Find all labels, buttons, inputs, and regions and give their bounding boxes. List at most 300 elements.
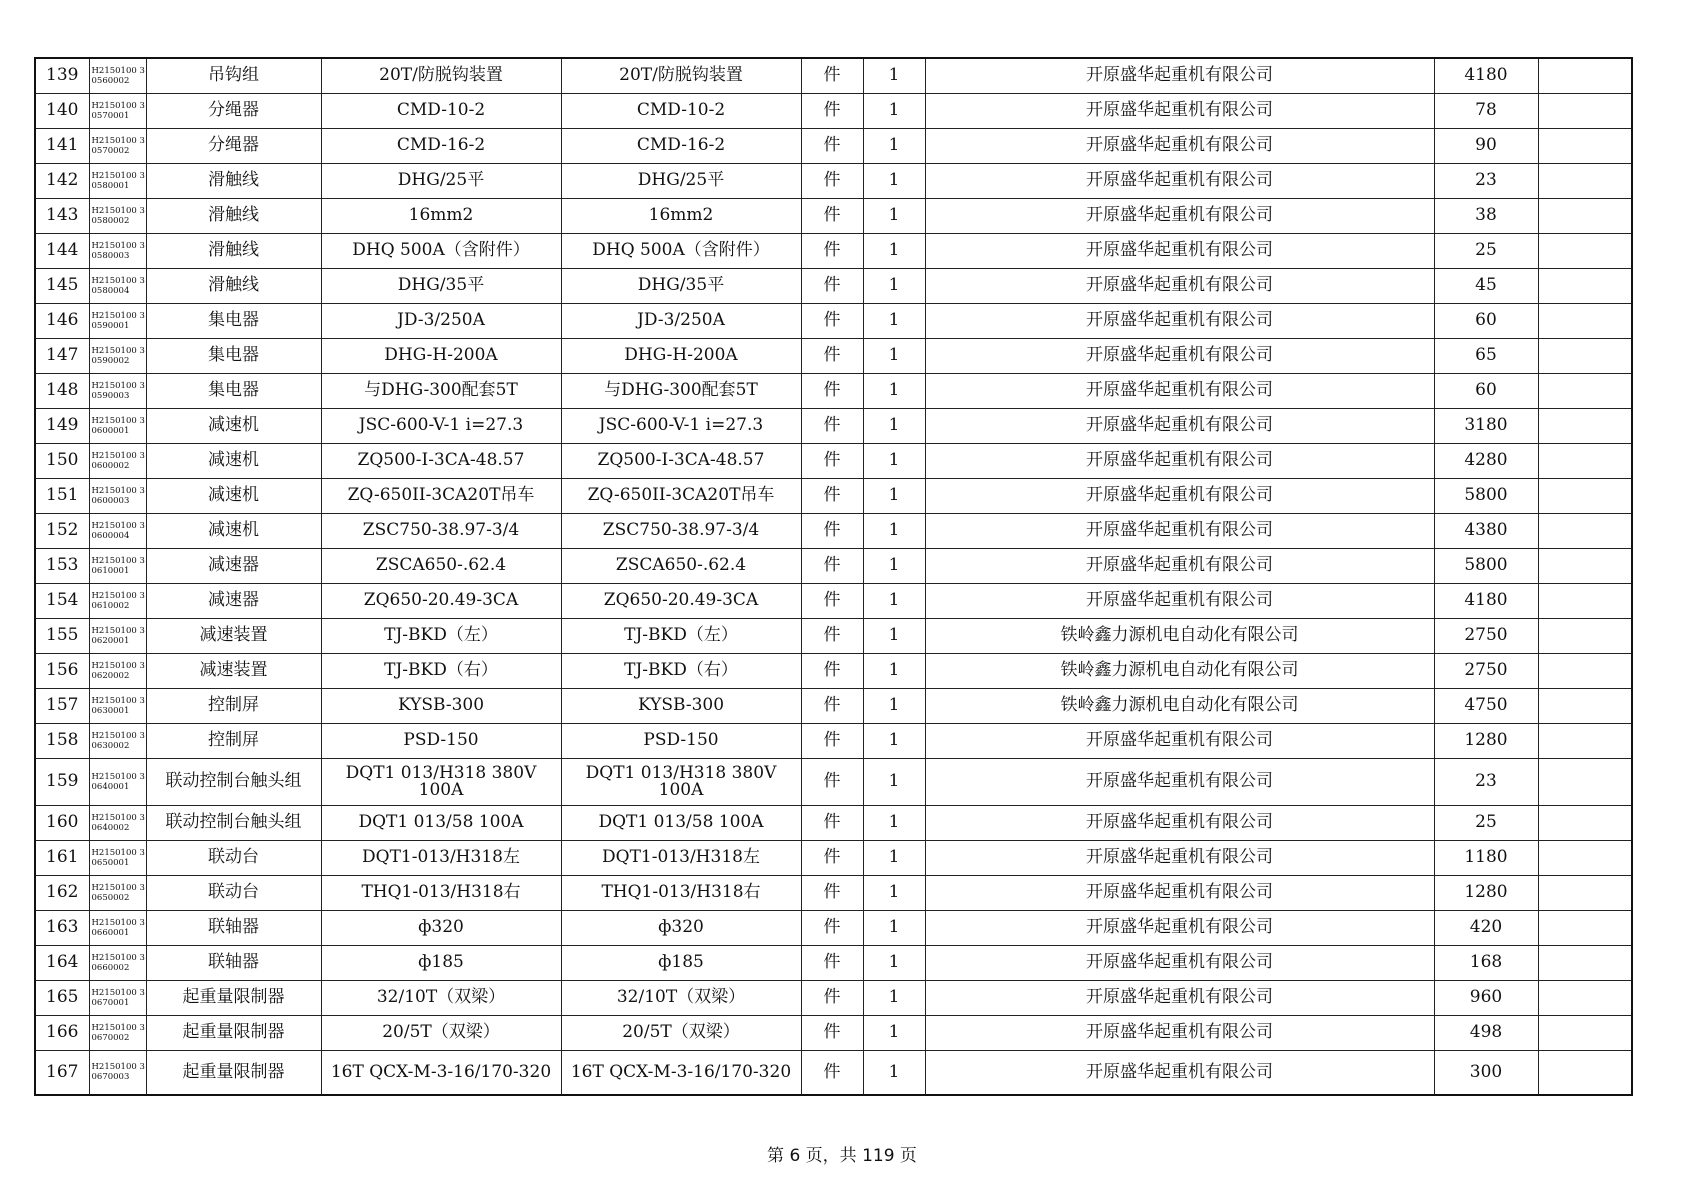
unit-cell: 件 xyxy=(801,583,863,618)
spec-model-cell: CMD-10-2 xyxy=(321,93,561,128)
spec-model-cell: DHG-H-200A xyxy=(321,338,561,373)
spec-model-repeat-cell: 16T QCX-M-3-16/170-320 xyxy=(561,1050,801,1095)
spec-model-repeat-cell: CMD-16-2 xyxy=(561,128,801,163)
item-name-cell: 滑触线 xyxy=(146,268,321,303)
row-number-cell: 162 xyxy=(35,875,89,910)
table-row xyxy=(35,758,1632,805)
item-code-cell: H2150100 30600002 xyxy=(89,443,146,478)
item-code-cell: H2150100 30590003 xyxy=(89,373,146,408)
table-row xyxy=(35,875,1632,910)
price-cell: 4180 xyxy=(1434,58,1538,93)
quantity-cell: 1 xyxy=(863,198,925,233)
spec-model-cell: DHQ 500A（含附件） xyxy=(321,233,561,268)
table-row xyxy=(35,583,1632,618)
item-name-cell: 分绳器 xyxy=(146,93,321,128)
table-row xyxy=(35,548,1632,583)
supplier-cell: 开原盛华起重机有限公司 xyxy=(925,478,1434,513)
item-name-cell: 集电器 xyxy=(146,338,321,373)
table-row xyxy=(35,443,1632,478)
remark-cell xyxy=(1538,1015,1632,1050)
spec-model-cell: TJ-BKD（左） xyxy=(321,618,561,653)
item-name-cell: 集电器 xyxy=(146,373,321,408)
item-code-cell: H2150100 30580001 xyxy=(89,163,146,198)
row-number-cell: 146 xyxy=(35,303,89,338)
remark-cell xyxy=(1538,548,1632,583)
spec-model-cell: JSC-600-V-1 i=27.3 xyxy=(321,408,561,443)
price-cell: 498 xyxy=(1434,1015,1538,1050)
quantity-cell: 1 xyxy=(863,548,925,583)
quantity-cell: 1 xyxy=(863,128,925,163)
row-number-cell: 152 xyxy=(35,513,89,548)
unit-cell: 件 xyxy=(801,945,863,980)
price-cell: 1280 xyxy=(1434,875,1538,910)
item-code-cell: H2150100 30650002 xyxy=(89,875,146,910)
unit-cell: 件 xyxy=(801,723,863,758)
quantity-cell: 1 xyxy=(863,805,925,840)
unit-cell: 件 xyxy=(801,1015,863,1050)
quantity-cell: 1 xyxy=(863,443,925,478)
table-row xyxy=(35,805,1632,840)
supplier-cell: 铁岭鑫力源机电自动化有限公司 xyxy=(925,688,1434,723)
item-name-cell: 减速机 xyxy=(146,478,321,513)
item-code-cell: H2150100 30670002 xyxy=(89,1015,146,1050)
price-cell: 4750 xyxy=(1434,688,1538,723)
spec-model-cell: DQT1 013/58 100A xyxy=(321,805,561,840)
supplier-cell: 开原盛华起重机有限公司 xyxy=(925,980,1434,1015)
unit-cell: 件 xyxy=(801,338,863,373)
supplier-cell: 开原盛华起重机有限公司 xyxy=(925,198,1434,233)
supplier-cell: 开原盛华起重机有限公司 xyxy=(925,268,1434,303)
row-number-cell: 163 xyxy=(35,910,89,945)
unit-cell: 件 xyxy=(801,805,863,840)
unit-cell: 件 xyxy=(801,653,863,688)
item-code-cell: H2150100 30560002 xyxy=(89,58,146,93)
unit-cell: 件 xyxy=(801,233,863,268)
remark-cell xyxy=(1538,583,1632,618)
row-number-cell: 157 xyxy=(35,688,89,723)
item-code-cell: H2150100 30610002 xyxy=(89,583,146,618)
item-name-cell: 联轴器 xyxy=(146,910,321,945)
unit-cell: 件 xyxy=(801,980,863,1015)
spec-model-cell: 20/5T（双梁） xyxy=(321,1015,561,1050)
remark-cell xyxy=(1538,233,1632,268)
table-row xyxy=(35,910,1632,945)
unit-cell: 件 xyxy=(801,1050,863,1095)
remark-cell xyxy=(1538,478,1632,513)
price-cell: 4180 xyxy=(1434,583,1538,618)
remark-cell xyxy=(1538,443,1632,478)
item-code-cell: H2150100 30570002 xyxy=(89,128,146,163)
row-number-cell: 165 xyxy=(35,980,89,1015)
unit-cell: 件 xyxy=(801,303,863,338)
supplier-cell: 开原盛华起重机有限公司 xyxy=(925,945,1434,980)
item-code-cell: H2150100 30580002 xyxy=(89,198,146,233)
spec-model-repeat-cell: TJ-BKD（左） xyxy=(561,618,801,653)
price-cell: 168 xyxy=(1434,945,1538,980)
row-number-cell: 145 xyxy=(35,268,89,303)
row-number-cell: 142 xyxy=(35,163,89,198)
price-cell: 60 xyxy=(1434,373,1538,408)
row-number-cell: 151 xyxy=(35,478,89,513)
quantity-cell: 1 xyxy=(863,875,925,910)
remark-cell xyxy=(1538,688,1632,723)
row-number-cell: 166 xyxy=(35,1015,89,1050)
table-row xyxy=(35,128,1632,163)
item-code-cell: H2150100 30670001 xyxy=(89,980,146,1015)
remark-cell xyxy=(1538,875,1632,910)
unit-cell: 件 xyxy=(801,840,863,875)
price-cell: 23 xyxy=(1434,163,1538,198)
spec-model-repeat-cell: JD-3/250A xyxy=(561,303,801,338)
table-row xyxy=(35,980,1632,1015)
unit-cell: 件 xyxy=(801,443,863,478)
unit-cell: 件 xyxy=(801,875,863,910)
quantity-cell: 1 xyxy=(863,268,925,303)
spec-model-repeat-cell: DHG/25平 xyxy=(561,163,801,198)
table-row xyxy=(35,1015,1632,1050)
spec-model-repeat-cell: PSD-150 xyxy=(561,723,801,758)
remark-cell xyxy=(1538,93,1632,128)
spec-model-cell: TJ-BKD（右） xyxy=(321,653,561,688)
spec-model-cell: THQ1-013/H318右 xyxy=(321,875,561,910)
quantity-cell: 1 xyxy=(863,163,925,198)
item-code-cell: H2150100 30630002 xyxy=(89,723,146,758)
price-cell: 23 xyxy=(1434,758,1538,805)
spec-model-repeat-cell: DHG/35平 xyxy=(561,268,801,303)
quantity-cell: 1 xyxy=(863,618,925,653)
supplier-cell: 开原盛华起重机有限公司 xyxy=(925,875,1434,910)
spec-model-repeat-cell: TJ-BKD（右） xyxy=(561,653,801,688)
row-number-cell: 167 xyxy=(35,1050,89,1095)
item-name-cell: 联动台 xyxy=(146,875,321,910)
item-name-cell: 吊钩组 xyxy=(146,58,321,93)
remark-cell xyxy=(1538,980,1632,1015)
spec-model-cell: 16T QCX-M-3-16/170-320 xyxy=(321,1050,561,1095)
quantity-cell: 1 xyxy=(863,233,925,268)
spec-model-repeat-cell: ф185 xyxy=(561,945,801,980)
table-row xyxy=(35,478,1632,513)
spec-model-repeat-cell: JSC-600-V-1 i=27.3 xyxy=(561,408,801,443)
spec-model-repeat-cell: 32/10T（双梁） xyxy=(561,980,801,1015)
quantity-cell: 1 xyxy=(863,338,925,373)
price-cell: 960 xyxy=(1434,980,1538,1015)
remark-cell xyxy=(1538,303,1632,338)
table-row xyxy=(35,268,1632,303)
item-code-cell: H2150100 30570001 xyxy=(89,93,146,128)
table-row xyxy=(35,408,1632,443)
supplier-cell: 开原盛华起重机有限公司 xyxy=(925,1050,1434,1095)
supplier-cell: 开原盛华起重机有限公司 xyxy=(925,805,1434,840)
quantity-cell: 1 xyxy=(863,1015,925,1050)
spec-model-cell: JD-3/250A xyxy=(321,303,561,338)
supplier-cell: 开原盛华起重机有限公司 xyxy=(925,93,1434,128)
price-cell: 5800 xyxy=(1434,478,1538,513)
remark-cell xyxy=(1538,618,1632,653)
table-row xyxy=(35,373,1632,408)
item-name-cell: 滑触线 xyxy=(146,163,321,198)
unit-cell: 件 xyxy=(801,408,863,443)
price-cell: 2750 xyxy=(1434,653,1538,688)
spec-model-repeat-cell: DQT1-013/H318左 xyxy=(561,840,801,875)
price-cell: 4280 xyxy=(1434,443,1538,478)
item-code-cell: H2150100 30650001 xyxy=(89,840,146,875)
row-number-cell: 143 xyxy=(35,198,89,233)
spec-model-cell: ZQ650-20.49-3CA xyxy=(321,583,561,618)
item-code-cell: H2150100 30660002 xyxy=(89,945,146,980)
price-cell: 420 xyxy=(1434,910,1538,945)
unit-cell: 件 xyxy=(801,513,863,548)
table-row xyxy=(35,618,1632,653)
unit-cell: 件 xyxy=(801,58,863,93)
spec-model-cell: CMD-16-2 xyxy=(321,128,561,163)
item-name-cell: 起重量限制器 xyxy=(146,980,321,1015)
item-code-cell: H2150100 30670003 xyxy=(89,1050,146,1095)
price-cell: 78 xyxy=(1434,93,1538,128)
supplier-cell: 开原盛华起重机有限公司 xyxy=(925,758,1434,805)
price-cell: 38 xyxy=(1434,198,1538,233)
item-code-cell: H2150100 30630001 xyxy=(89,688,146,723)
table-row xyxy=(35,513,1632,548)
supplier-cell: 开原盛华起重机有限公司 xyxy=(925,408,1434,443)
item-name-cell: 控制屏 xyxy=(146,688,321,723)
supplier-cell: 开原盛华起重机有限公司 xyxy=(925,840,1434,875)
row-number-cell: 161 xyxy=(35,840,89,875)
price-cell: 300 xyxy=(1434,1050,1538,1095)
supplier-cell: 开原盛华起重机有限公司 xyxy=(925,303,1434,338)
remark-cell xyxy=(1538,840,1632,875)
price-cell: 2750 xyxy=(1434,618,1538,653)
table-row xyxy=(35,945,1632,980)
remark-cell xyxy=(1538,268,1632,303)
unit-cell: 件 xyxy=(801,758,863,805)
spec-model-repeat-cell: DHG-H-200A xyxy=(561,338,801,373)
item-name-cell: 减速器 xyxy=(146,583,321,618)
row-number-cell: 154 xyxy=(35,583,89,618)
spec-model-cell: ф185 xyxy=(321,945,561,980)
price-cell: 1280 xyxy=(1434,723,1538,758)
table-row xyxy=(35,58,1632,93)
supplier-cell: 开原盛华起重机有限公司 xyxy=(925,443,1434,478)
table-row xyxy=(35,233,1632,268)
spec-model-cell: ZQ-650II-3CA20T吊车 xyxy=(321,478,561,513)
item-name-cell: 联动控制台触头组 xyxy=(146,805,321,840)
item-code-cell: H2150100 30590002 xyxy=(89,338,146,373)
table-row xyxy=(35,653,1632,688)
price-table xyxy=(34,57,1633,1096)
price-cell: 4380 xyxy=(1434,513,1538,548)
price-cell: 25 xyxy=(1434,233,1538,268)
quantity-cell: 1 xyxy=(863,653,925,688)
remark-cell xyxy=(1538,1050,1632,1095)
unit-cell: 件 xyxy=(801,93,863,128)
item-code-cell: H2150100 30660001 xyxy=(89,910,146,945)
quantity-cell: 1 xyxy=(863,408,925,443)
remark-cell xyxy=(1538,408,1632,443)
row-number-cell: 164 xyxy=(35,945,89,980)
unit-cell: 件 xyxy=(801,163,863,198)
row-number-cell: 159 xyxy=(35,758,89,805)
row-number-cell: 139 xyxy=(35,58,89,93)
row-number-cell: 140 xyxy=(35,93,89,128)
spec-model-repeat-cell: ZQ500-I-3CA-48.57 xyxy=(561,443,801,478)
quantity-cell: 1 xyxy=(863,1050,925,1095)
spec-model-repeat-cell: CMD-10-2 xyxy=(561,93,801,128)
spec-model-cell: ф320 xyxy=(321,910,561,945)
unit-cell: 件 xyxy=(801,198,863,233)
item-name-cell: 滑触线 xyxy=(146,233,321,268)
item-name-cell: 起重量限制器 xyxy=(146,1015,321,1050)
price-cell: 60 xyxy=(1434,303,1538,338)
quantity-cell: 1 xyxy=(863,840,925,875)
table-row xyxy=(35,198,1632,233)
remark-cell xyxy=(1538,945,1632,980)
row-number-cell: 147 xyxy=(35,338,89,373)
unit-cell: 件 xyxy=(801,128,863,163)
quantity-cell: 1 xyxy=(863,303,925,338)
quantity-cell: 1 xyxy=(863,513,925,548)
item-name-cell: 分绳器 xyxy=(146,128,321,163)
spec-model-repeat-cell: THQ1-013/H318右 xyxy=(561,875,801,910)
row-number-cell: 158 xyxy=(35,723,89,758)
unit-cell: 件 xyxy=(801,268,863,303)
item-name-cell: 联动台 xyxy=(146,840,321,875)
spec-model-cell: ZSCA650-.62.4 xyxy=(321,548,561,583)
item-name-cell: 减速机 xyxy=(146,408,321,443)
remark-cell xyxy=(1538,513,1632,548)
spec-model-repeat-cell: 20T/防脱钩装置 xyxy=(561,58,801,93)
unit-cell: 件 xyxy=(801,688,863,723)
page-footer: 第 6 页，共 119 页 xyxy=(767,1146,917,1166)
spec-model-cell: DQT1-013/H318左 xyxy=(321,840,561,875)
spec-model-cell: 16mm2 xyxy=(321,198,561,233)
quantity-cell: 1 xyxy=(863,58,925,93)
spec-model-repeat-cell: DHQ 500A（含附件） xyxy=(561,233,801,268)
unit-cell: 件 xyxy=(801,910,863,945)
table-row xyxy=(35,723,1632,758)
spec-model-cell: DQT1 013/H318 380V 100A xyxy=(321,758,561,805)
row-number-cell: 155 xyxy=(35,618,89,653)
unit-cell: 件 xyxy=(801,618,863,653)
spec-model-cell: 与DHG-300配套5T xyxy=(321,373,561,408)
item-name-cell: 集电器 xyxy=(146,303,321,338)
price-cell: 65 xyxy=(1434,338,1538,373)
table-row xyxy=(35,303,1632,338)
row-number-cell: 144 xyxy=(35,233,89,268)
supplier-cell: 开原盛华起重机有限公司 xyxy=(925,1015,1434,1050)
quantity-cell: 1 xyxy=(863,723,925,758)
supplier-cell: 开原盛华起重机有限公司 xyxy=(925,513,1434,548)
quantity-cell: 1 xyxy=(863,758,925,805)
item-name-cell: 减速器 xyxy=(146,548,321,583)
quantity-cell: 1 xyxy=(863,478,925,513)
item-code-cell: H2150100 30600004 xyxy=(89,513,146,548)
price-cell: 25 xyxy=(1434,805,1538,840)
unit-cell: 件 xyxy=(801,373,863,408)
quantity-cell: 1 xyxy=(863,93,925,128)
item-name-cell: 减速机 xyxy=(146,443,321,478)
item-code-cell: H2150100 30640002 xyxy=(89,805,146,840)
remark-cell xyxy=(1538,373,1632,408)
spec-model-cell: KYSB-300 xyxy=(321,688,561,723)
supplier-cell: 开原盛华起重机有限公司 xyxy=(925,233,1434,268)
spec-model-cell: 32/10T（双梁） xyxy=(321,980,561,1015)
row-number-cell: 160 xyxy=(35,805,89,840)
item-name-cell: 减速机 xyxy=(146,513,321,548)
spec-model-cell: 20T/防脱钩装置 xyxy=(321,58,561,93)
spec-model-cell: PSD-150 xyxy=(321,723,561,758)
price-cell: 90 xyxy=(1434,128,1538,163)
unit-cell: 件 xyxy=(801,478,863,513)
spec-model-repeat-cell: ZSC750-38.97-3/4 xyxy=(561,513,801,548)
supplier-cell: 开原盛华起重机有限公司 xyxy=(925,373,1434,408)
item-code-cell: H2150100 30640001 xyxy=(89,758,146,805)
spec-model-repeat-cell: DQT1 013/58 100A xyxy=(561,805,801,840)
supplier-cell: 开原盛华起重机有限公司 xyxy=(925,910,1434,945)
remark-cell xyxy=(1538,163,1632,198)
item-name-cell: 滑触线 xyxy=(146,198,321,233)
quantity-cell: 1 xyxy=(863,688,925,723)
row-number-cell: 150 xyxy=(35,443,89,478)
table-row xyxy=(35,840,1632,875)
table-row xyxy=(35,688,1632,723)
spec-model-cell: ZSC750-38.97-3/4 xyxy=(321,513,561,548)
spec-model-repeat-cell: ZQ-650II-3CA20T吊车 xyxy=(561,478,801,513)
supplier-cell: 开原盛华起重机有限公司 xyxy=(925,583,1434,618)
item-code-cell: H2150100 30610001 xyxy=(89,548,146,583)
row-number-cell: 156 xyxy=(35,653,89,688)
spec-model-repeat-cell: ZQ650-20.49-3CA xyxy=(561,583,801,618)
table-row xyxy=(35,93,1632,128)
item-name-cell: 联动控制台触头组 xyxy=(146,758,321,805)
row-number-cell: 148 xyxy=(35,373,89,408)
remark-cell xyxy=(1538,758,1632,805)
supplier-cell: 开原盛华起重机有限公司 xyxy=(925,163,1434,198)
quantity-cell: 1 xyxy=(863,945,925,980)
remark-cell xyxy=(1538,338,1632,373)
table-row xyxy=(35,338,1632,373)
supplier-cell: 铁岭鑫力源机电自动化有限公司 xyxy=(925,653,1434,688)
spec-model-repeat-cell: 16mm2 xyxy=(561,198,801,233)
remark-cell xyxy=(1538,198,1632,233)
item-code-cell: H2150100 30580004 xyxy=(89,268,146,303)
row-number-cell: 141 xyxy=(35,128,89,163)
spec-model-repeat-cell: KYSB-300 xyxy=(561,688,801,723)
price-cell: 3180 xyxy=(1434,408,1538,443)
price-cell: 1180 xyxy=(1434,840,1538,875)
quantity-cell: 1 xyxy=(863,373,925,408)
row-number-cell: 153 xyxy=(35,548,89,583)
item-name-cell: 减速装置 xyxy=(146,618,321,653)
item-code-cell: H2150100 30600001 xyxy=(89,408,146,443)
spec-model-repeat-cell: 与DHG-300配套5T xyxy=(561,373,801,408)
remark-cell xyxy=(1538,128,1632,163)
price-cell: 5800 xyxy=(1434,548,1538,583)
quantity-cell: 1 xyxy=(863,980,925,1015)
supplier-cell: 铁岭鑫力源机电自动化有限公司 xyxy=(925,618,1434,653)
remark-cell xyxy=(1538,58,1632,93)
remark-cell xyxy=(1538,910,1632,945)
remark-cell xyxy=(1538,723,1632,758)
price-cell: 45 xyxy=(1434,268,1538,303)
supplier-cell: 开原盛华起重机有限公司 xyxy=(925,58,1434,93)
remark-cell xyxy=(1538,805,1632,840)
remark-cell xyxy=(1538,653,1632,688)
item-name-cell: 控制屏 xyxy=(146,723,321,758)
item-code-cell: H2150100 30620001 xyxy=(89,618,146,653)
spec-model-cell: DHG/35平 xyxy=(321,268,561,303)
quantity-cell: 1 xyxy=(863,583,925,618)
item-code-cell: H2150100 30590001 xyxy=(89,303,146,338)
